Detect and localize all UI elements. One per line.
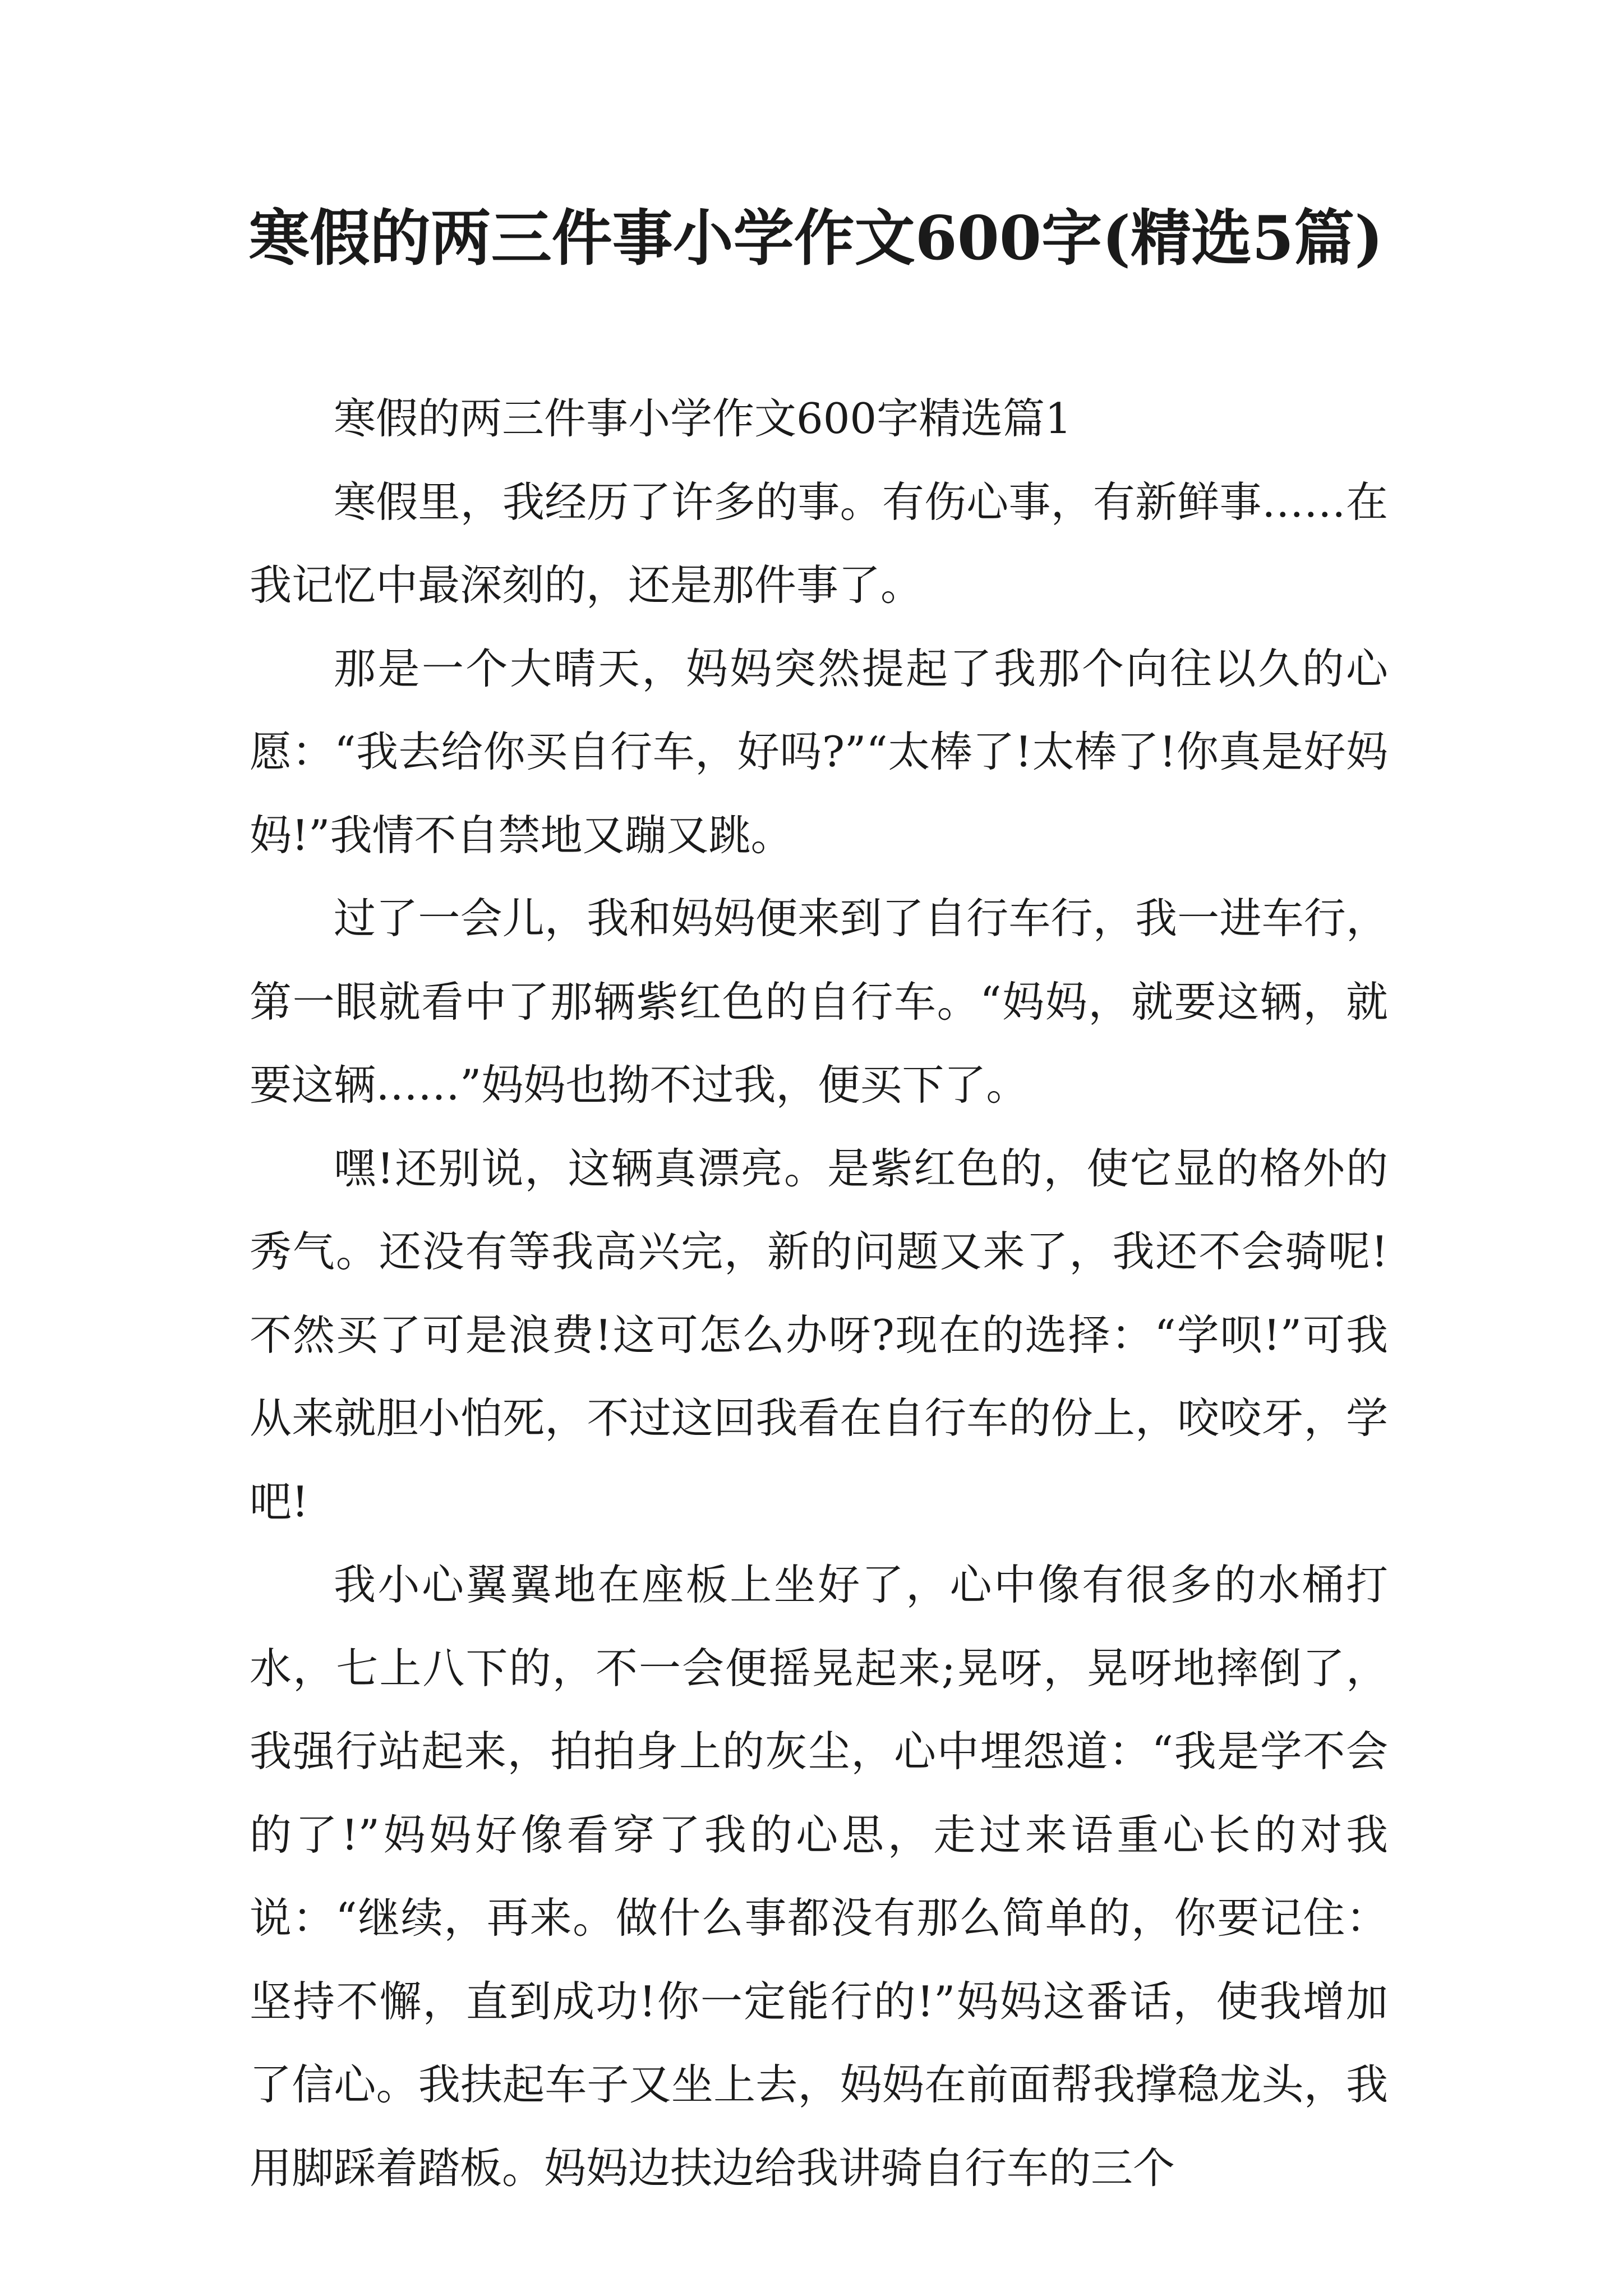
paragraph-1: 寒假里，我经历了许多的事。有伤心事，有新鲜事……在我记忆中最深刻的，还是那件事了。 (250, 477, 1388, 610)
document-body (250, 377, 1388, 2210)
paragraph-4: 嘿!还别说，这辆真漂亮。是紫红色的，使它显的格外的秀气。还没有等我高兴完，新的问题又来了，我还不会骑呢!不然买了可是浪费!这可怎么办呀?现在的选择：“学呗!”可我从来就胆小怕死，不过这回我看在自行车的份上，咬咬牙，学吧! (250, 1143, 1388, 1526)
paragraph-2: 那是一个大晴天，妈妈突然提起了我那个向往以久的心愿：“我去给你买自行车，好吗?”“太棒了!太棒了!你真是好妈妈!”我情不自禁地又蹦又跳。 (250, 643, 1388, 860)
section-heading: 寒假的两三件事小学作文600字精选篇1 (334, 394, 1072, 443)
document-title: 寒假的两三件事小学作文600字(精选5篇) (248, 203, 1384, 274)
paragraph-3: 过了一会儿，我和妈妈便来到了自行车行，我一进车行，第一眼就看中了那辆紫红色的自行车。“妈妈，就要这辆，就要这辆……”妈妈也拗不过我，便买下了。 (250, 894, 1388, 1110)
paragraph-5: 我小心翼翼地在座板上坐好了，心中像有很多的水桶打水，七上八下的，不一会便摇晃起来;晃呀，晃呀地摔倒了，我强行站起来，拍拍身上的灰尘，心中埋怨道：“我是学不会的了!”妈妈好像看穿了我的心思，走过来语重心长的对我说：“继续，再来。做什么事都没有那么简单的，你要记住：坚持不懈，直到成功!你一定能行的!”妈妈这番话，使我增加了信心。我扶起车子又坐上去，妈妈在前面帮我撑稳龙头，我用脚踩着踏板。妈妈边扶边给我讲骑自行车的三个 (250, 1560, 1388, 2193)
